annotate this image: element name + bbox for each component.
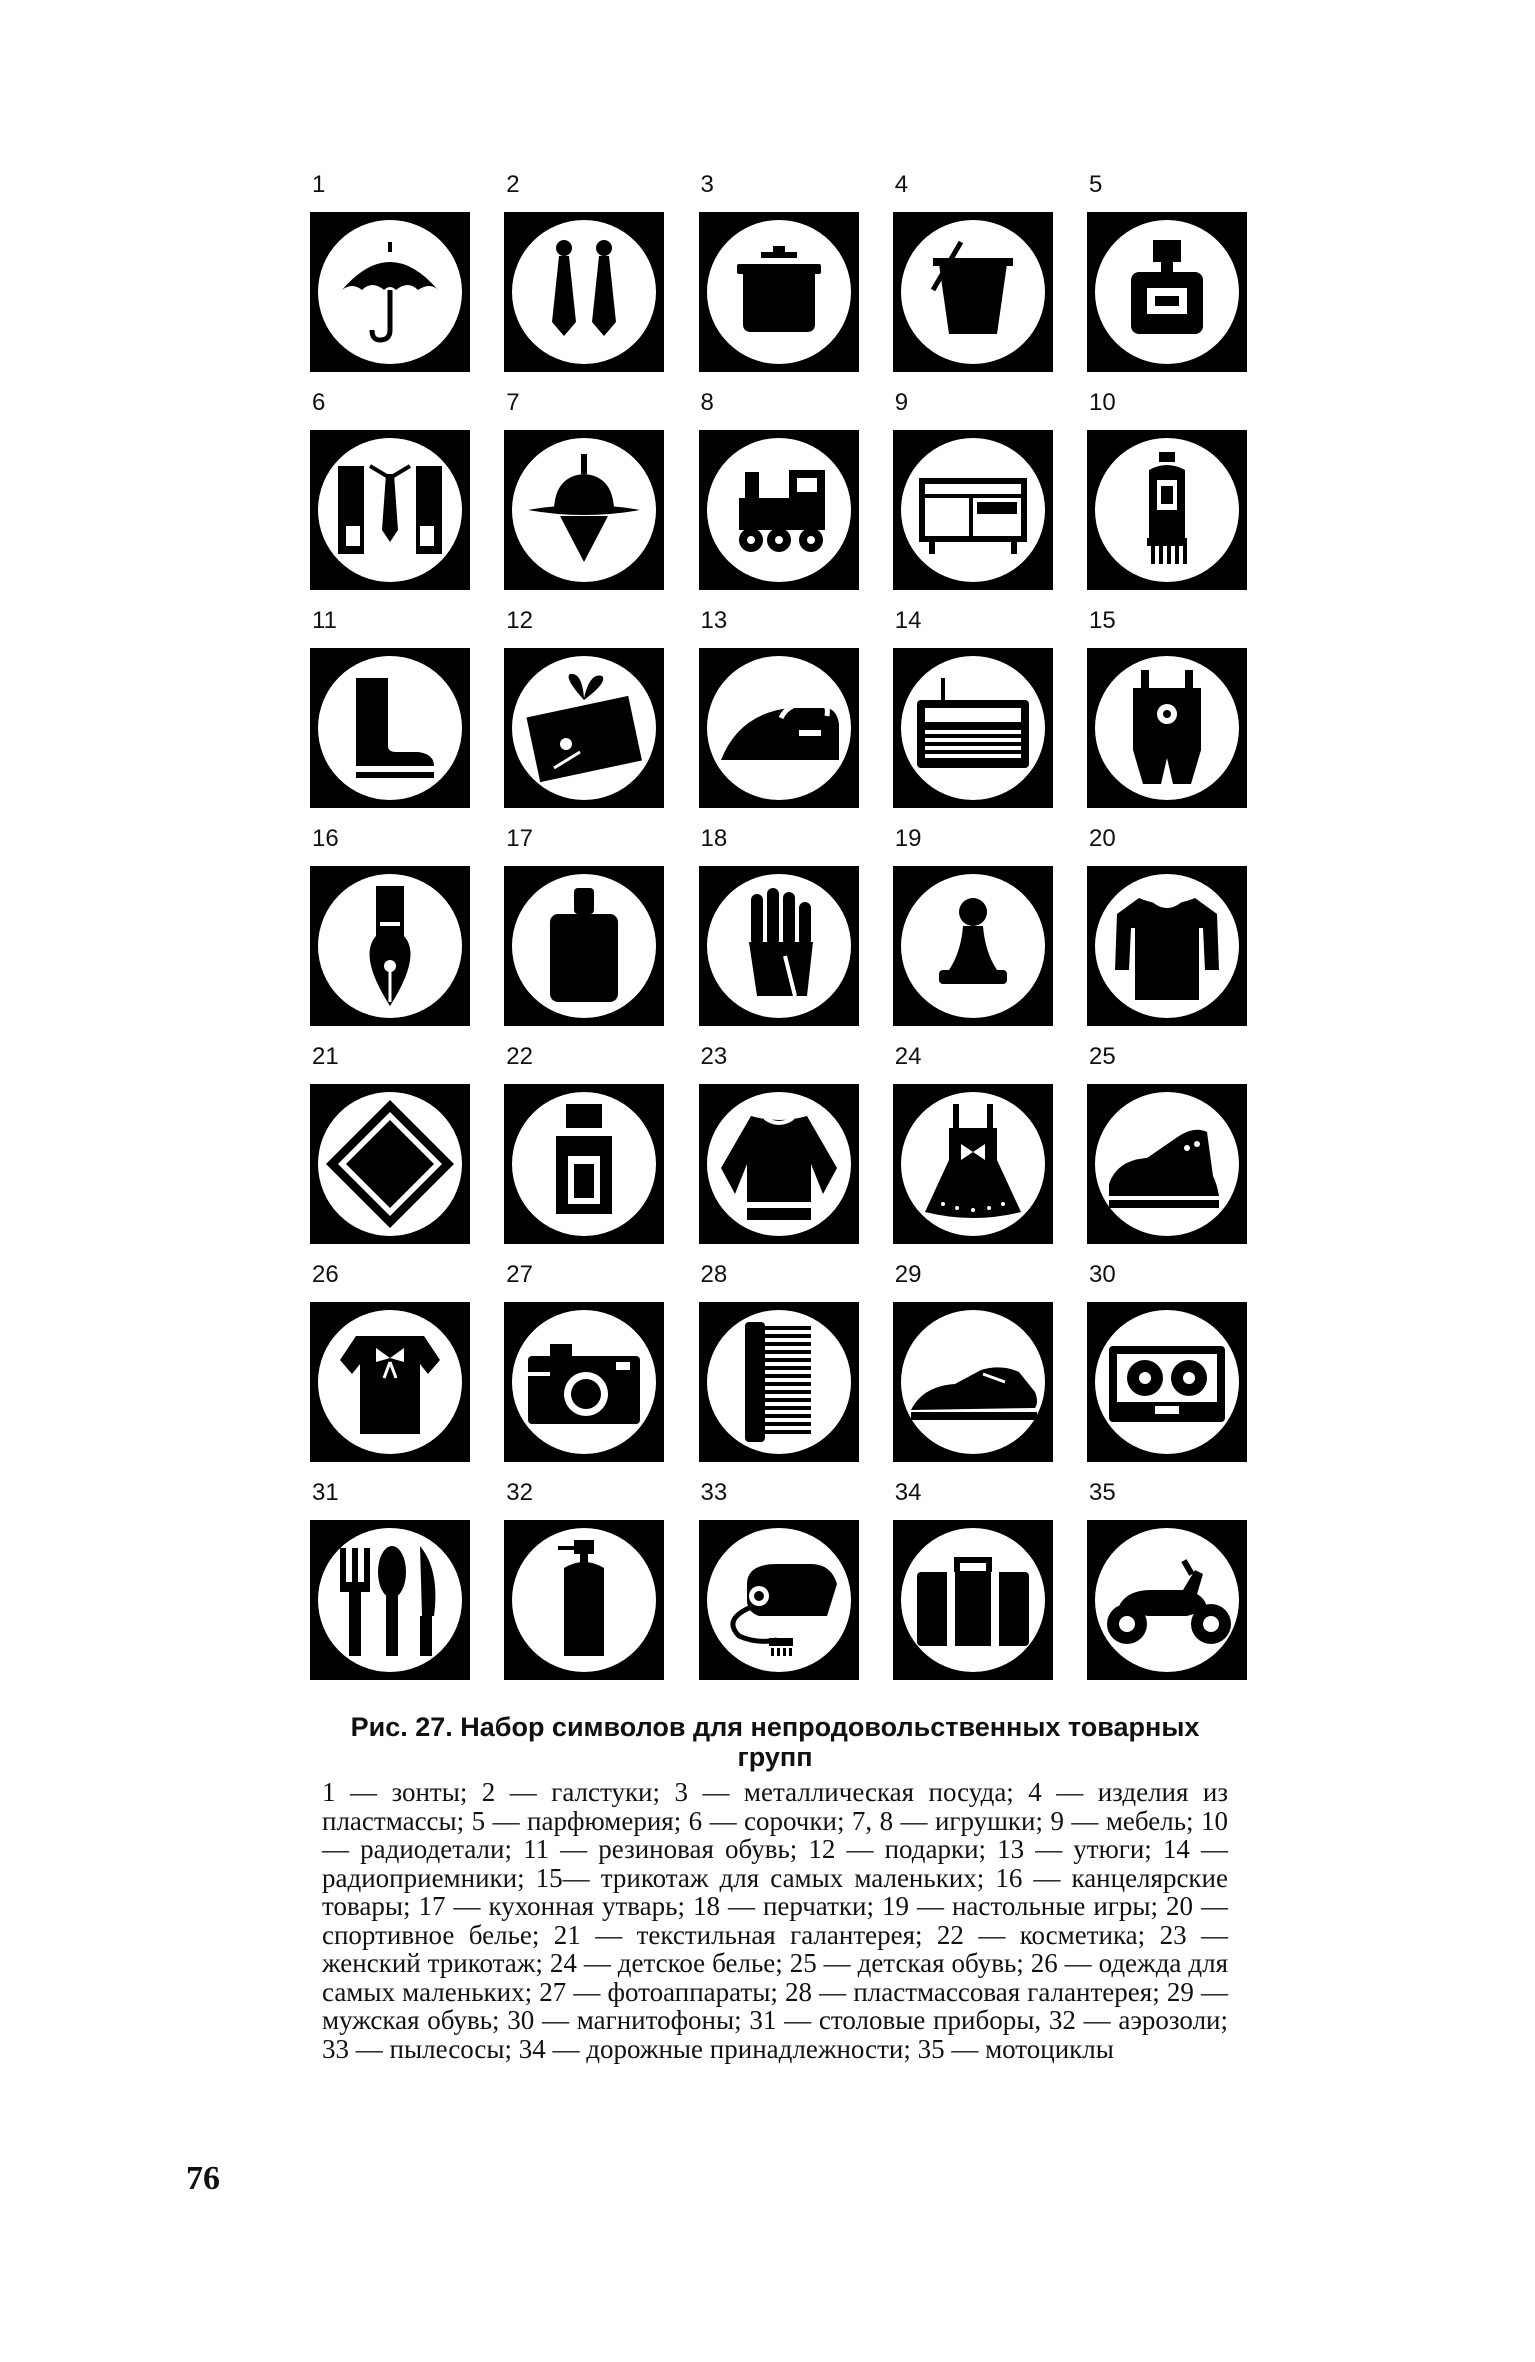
symbol-row — [310, 1042, 1250, 1244]
figure-caption — [322, 1712, 1228, 2063]
symbol-number: 15 — [1089, 607, 1116, 634]
child-dress-icon — [893, 1084, 1053, 1244]
chess-pawn-icon — [893, 866, 1053, 1026]
symbol-cell — [1087, 388, 1250, 590]
toy-train-icon — [699, 430, 859, 590]
symbol-number: 13 — [700, 607, 728, 634]
symbol-number: 20 — [1089, 825, 1116, 852]
symbol-number: 18 — [700, 825, 728, 852]
symbol-row — [310, 824, 1250, 1026]
symbol-cell — [699, 388, 862, 590]
rubber-boot-icon — [310, 648, 470, 808]
gift-box-icon — [504, 648, 664, 808]
symbol-number: 26 — [312, 1261, 339, 1288]
vacuum-cleaner-icon — [699, 1520, 859, 1680]
symbol-cell — [1087, 1260, 1250, 1462]
symbol-cell — [504, 170, 667, 372]
symbol-row — [310, 170, 1250, 372]
symbol-cell — [699, 1260, 862, 1462]
symbol-number: 19 — [894, 825, 922, 852]
symbol-number: 10 — [1089, 389, 1116, 416]
symbol-number: 1 — [312, 171, 326, 198]
symbol-number: 31 — [312, 1479, 339, 1506]
symbol-row — [310, 388, 1250, 590]
caption-body: 1 — зонты; 2 — галстуки; 3 — металлическая посуда; 4 — изделия из пластмассы; 5 — парфюмерия; 6 — сорочки; 7, 8 — игрушки; 9 — мебель; 10 — радиодетали; 11 — резиновая обувь; 12 — подарки; 13 — утюги; 14 — радиоприемники; 15— трикотаж для самых маленьких; 16 — канцелярские товары; 17 — кухонная утварь; 18 — перчатки; 19 — настольные игры; 20 — спортивное белье; 21 — текстильная галантерея; 22 — косметика; 23 — женский трикотаж; 24 — детское белье; 25 — детская обувь; 26 — одежда для самых маленьких; 27 — фотоаппараты; 28 — пластмассовая галантерея; 29 — мужская обувь; 30 — магнитофоны; 31 — столовые приборы, 32 — аэрозоли; 33 — пылесосы; 34 — дорожные принадлежности; 35 — мотоциклы — [322, 1777, 1228, 2064]
symbol-number: 12 — [506, 607, 533, 634]
symbol-row — [310, 1478, 1250, 1680]
symbol-cell — [699, 1042, 862, 1244]
pot-icon — [699, 212, 859, 372]
symbol-number: 27 — [506, 1261, 533, 1288]
radio-tube-icon — [1087, 430, 1247, 590]
symbol-number: 30 — [1089, 1261, 1116, 1288]
camera-icon — [504, 1302, 664, 1462]
symbol-cell — [504, 1042, 667, 1244]
child-shoe-icon — [1087, 1084, 1247, 1244]
cutting-board-icon — [504, 866, 664, 1026]
symbol-cell — [699, 824, 862, 1026]
symbol-cell — [310, 1042, 473, 1244]
symbol-cell — [310, 824, 473, 1026]
symbol-number: 3 — [700, 171, 714, 198]
baby-romper-icon — [1087, 648, 1247, 808]
symbol-number: 24 — [894, 1043, 922, 1070]
symbol-cell — [699, 170, 862, 372]
sweater-icon — [699, 1084, 859, 1244]
suitcase-icon — [893, 1520, 1053, 1680]
symbol-number: 23 — [700, 1043, 728, 1070]
symbol-number: 35 — [1089, 1479, 1116, 1506]
sport-shirt-icon — [1087, 866, 1247, 1026]
symbol-cell — [699, 606, 862, 808]
symbol-cell — [310, 606, 473, 808]
symbol-number: 17 — [506, 825, 533, 852]
symbol-cell — [893, 824, 1056, 1026]
symbol-number: 6 — [312, 389, 326, 416]
symbol-cell — [1087, 1478, 1250, 1680]
symbol-grid — [310, 170, 1250, 1696]
symbol-cell — [893, 1042, 1056, 1244]
shirt-tie-icon — [310, 430, 470, 590]
symbol-cell — [699, 1478, 862, 1680]
bucket-icon — [893, 212, 1053, 372]
symbol-number: 21 — [312, 1043, 339, 1070]
radio-receiver-icon — [893, 648, 1053, 808]
symbol-cell — [310, 170, 473, 372]
symbol-cell — [1087, 606, 1250, 808]
symbol-number: 14 — [894, 607, 922, 634]
symbol-number: 11 — [312, 607, 337, 634]
symbol-number: 9 — [894, 389, 909, 416]
umbrella-icon — [310, 212, 470, 372]
symbol-row — [310, 1260, 1250, 1462]
symbol-cell — [893, 170, 1056, 372]
comb-icon — [699, 1302, 859, 1462]
cutlery-icon — [310, 1520, 470, 1680]
tape-recorder-icon — [1087, 1302, 1247, 1462]
furniture-icon — [893, 430, 1053, 590]
symbol-number: 33 — [700, 1479, 728, 1506]
symbol-number: 4 — [894, 171, 909, 198]
mens-shoe-icon — [893, 1302, 1053, 1462]
symbol-cell — [310, 1260, 473, 1462]
symbol-cell — [504, 1260, 667, 1462]
cosmetics-bottle-icon — [504, 1084, 664, 1244]
spinning-top-icon — [504, 430, 664, 590]
symbol-cell — [504, 824, 667, 1026]
baby-dress-icon — [310, 1302, 470, 1462]
symbol-cell — [893, 388, 1056, 590]
aerosol-icon — [504, 1520, 664, 1680]
symbol-number: 29 — [894, 1261, 922, 1288]
symbol-number: 28 — [700, 1261, 728, 1288]
iron-icon — [699, 648, 859, 808]
glove-icon — [699, 866, 859, 1026]
symbol-number: 8 — [700, 389, 714, 416]
symbol-number: 34 — [894, 1479, 922, 1506]
page-number: 76 — [186, 2160, 220, 2197]
symbol-cell — [1087, 170, 1250, 372]
symbol-number: 7 — [506, 389, 520, 416]
perfume-icon — [1087, 212, 1247, 372]
symbol-cell — [504, 606, 667, 808]
symbol-cell — [504, 1478, 667, 1680]
symbol-cell — [1087, 1042, 1250, 1244]
motorcycle-icon — [1087, 1520, 1247, 1680]
symbol-cell — [504, 388, 667, 590]
ties-icon — [504, 212, 664, 372]
symbol-number: 32 — [506, 1479, 533, 1506]
symbol-cell — [893, 1478, 1056, 1680]
symbol-number: 5 — [1089, 171, 1103, 198]
symbol-row — [310, 606, 1250, 808]
symbol-cell — [893, 606, 1056, 808]
symbol-cell — [310, 388, 473, 590]
symbol-number: 16 — [312, 825, 339, 852]
handkerchief-icon — [310, 1084, 470, 1244]
symbol-cell — [1087, 824, 1250, 1026]
symbol-number: 25 — [1089, 1043, 1116, 1070]
symbol-cell — [310, 1478, 473, 1680]
symbol-number: 2 — [506, 171, 520, 198]
caption-title: Рис. 27. Набор символов для непродовольственных товарных групп — [350, 1712, 1200, 1772]
symbol-cell — [893, 1260, 1056, 1462]
fountain-pen-icon — [310, 866, 470, 1026]
symbol-number: 22 — [506, 1043, 533, 1070]
